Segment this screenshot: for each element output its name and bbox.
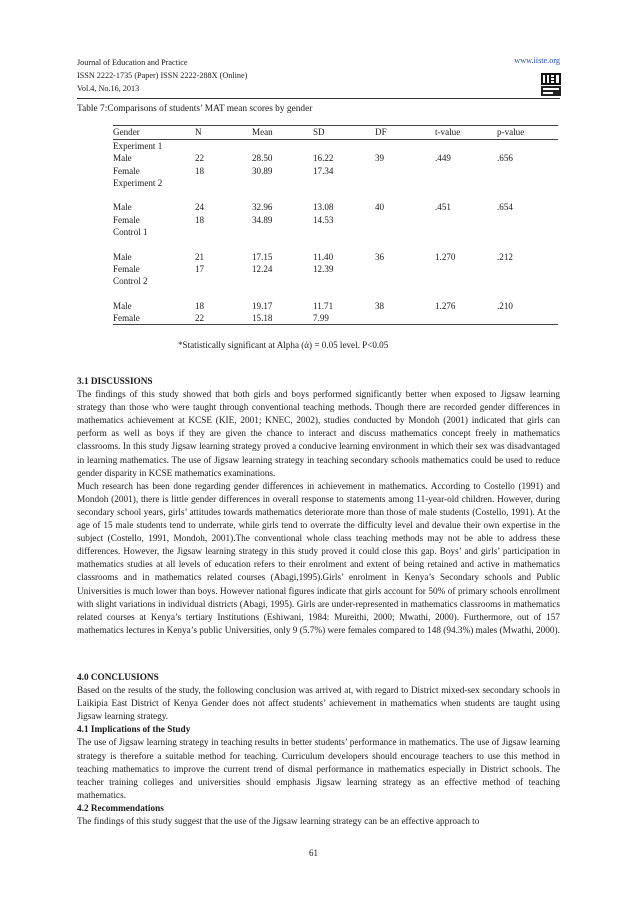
table-row bbox=[113, 214, 558, 226]
table-cell: .654 bbox=[497, 202, 513, 213]
table-cell: 22 bbox=[195, 153, 205, 164]
page-number: 61 bbox=[309, 848, 318, 858]
table-cell bbox=[195, 177, 252, 189]
table-cell: 1.270 bbox=[435, 251, 456, 262]
table-cell: 11.40 bbox=[313, 251, 334, 262]
table-cell: .210 bbox=[497, 300, 513, 311]
table-cell: 22 bbox=[195, 312, 252, 325]
table-cell bbox=[313, 275, 375, 287]
table-cell: 18 bbox=[195, 214, 205, 225]
table-row bbox=[113, 288, 558, 300]
table-cell: 18 bbox=[195, 300, 205, 311]
table-cell: .449 bbox=[435, 153, 451, 164]
subsection-heading: 4.2 Recommendations bbox=[77, 803, 164, 814]
table-cell bbox=[113, 288, 195, 300]
table-cell bbox=[435, 288, 497, 300]
table-cell bbox=[375, 263, 435, 275]
table-cell bbox=[375, 189, 435, 201]
table-cell: 36 bbox=[375, 251, 385, 262]
table-cell: Male bbox=[113, 153, 132, 164]
table-cell: 17 bbox=[195, 263, 205, 274]
table-cell: 34.89 bbox=[252, 214, 273, 225]
table-cell: Control 1 bbox=[113, 227, 148, 238]
table-row bbox=[113, 140, 558, 153]
iiste-logo bbox=[539, 70, 563, 98]
table-cell: 40 bbox=[375, 202, 385, 213]
table-row bbox=[113, 263, 558, 275]
comparison-table bbox=[113, 125, 558, 325]
header-divider bbox=[77, 98, 560, 99]
table-cell bbox=[195, 226, 252, 238]
table-cell bbox=[252, 275, 313, 287]
table-row bbox=[113, 165, 558, 177]
table-note: *Statistically significant at Alpha (ά) = 0.05 level. P<0.05 bbox=[178, 340, 389, 350]
table-cell bbox=[435, 226, 497, 238]
journal-issn: ISSN 2222-1735 (Paper) ISSN 2222-288X (Online) bbox=[77, 71, 248, 80]
table-cell: Experiment 2 bbox=[113, 177, 163, 188]
table-cell bbox=[497, 165, 558, 177]
table-cell bbox=[252, 238, 313, 250]
table-cell bbox=[313, 238, 375, 250]
section-heading: 4.0 CONCLUSIONS bbox=[77, 673, 159, 683]
table-cell bbox=[375, 214, 435, 226]
table-cell: .451 bbox=[435, 202, 451, 213]
table-cell: 1.276 bbox=[435, 300, 456, 311]
table-cell: Experiment 1 bbox=[113, 141, 163, 151]
paragraph: The use of Jigsaw learning strategy in teaching results in better students’ performance in mathematics. The use of Jigsaw learning strategy is therefore a suitable method for teaching. Curriculum developers should encourage teachers to use this method in teaching mathematics to improve the current trend of dismal performance in mathematics especially in District schools. The teacher training colleges and universities should emphasis Jigsaw learning strategy as an effective method of teaching mathematics. bbox=[77, 738, 560, 801]
table-cell: 32.96 bbox=[252, 202, 273, 213]
table-cell: 15.18 bbox=[252, 312, 313, 325]
table-row bbox=[113, 300, 558, 312]
table-cell: .656 bbox=[497, 153, 513, 164]
paragraph: The findings of this study suggest that the use of the Jigsaw learning strategy can be an effective approach to bbox=[77, 817, 480, 828]
journal-header bbox=[77, 56, 247, 95]
table-row bbox=[113, 177, 558, 189]
table-cell bbox=[195, 275, 252, 287]
column-header: Mean bbox=[252, 126, 313, 140]
table-cell: 21 bbox=[195, 251, 205, 262]
table-cell bbox=[497, 189, 558, 201]
table-cell: Male bbox=[113, 300, 132, 311]
table-cell bbox=[497, 226, 558, 238]
table-cell bbox=[497, 214, 558, 226]
table-cell bbox=[497, 312, 558, 325]
table-cell bbox=[252, 288, 313, 300]
table-cell bbox=[195, 189, 252, 201]
table-cell bbox=[375, 226, 435, 238]
table-cell bbox=[375, 312, 435, 325]
table-cell: 17.34 bbox=[313, 165, 334, 176]
table-cell bbox=[375, 288, 435, 300]
table-cell bbox=[497, 275, 558, 287]
column-header: SD bbox=[313, 126, 375, 140]
table-cell bbox=[435, 177, 497, 189]
table-cell: Control 2 bbox=[113, 276, 148, 287]
table-cell: 39 bbox=[375, 153, 385, 164]
table-caption: Table 7:Comparisons of students’ MAT mean scores by gender bbox=[77, 104, 313, 114]
table-cell bbox=[195, 140, 252, 153]
table-cell: 38 bbox=[375, 300, 385, 311]
table-cell bbox=[252, 140, 313, 153]
table-cell: 14.53 bbox=[313, 214, 334, 225]
table-cell: 12.39 bbox=[313, 263, 334, 274]
column-header: N bbox=[195, 126, 252, 140]
paragraph: The findings of this study showed that both girls and boys performed significantly better when exposed to Jigsaw learning strategy than those who were taught through conventional teaching methods. Though there are recorded gender differences in mathematics achievement at KCSE (KIE, 2001; KNEC, 2002), studies conducted by Mondoh (2001) indicated that girls can perform as well as boys if they are given the chance to interact and discuss mathematics concept freely in mathematics classrooms. In this study Jigsaw learning strategy proved a conducive learning environment in which their sex was disadvantaged in learning mathematics. The use of Jigsaw learning strategy in teaching secondary schools mathematics could be used to reduce gender disparity in KCSE mathematics examinations. bbox=[77, 390, 560, 479]
table-cell bbox=[435, 165, 497, 177]
table-row bbox=[113, 201, 558, 213]
table-cell: 18 bbox=[195, 165, 205, 176]
table-cell: .212 bbox=[497, 251, 513, 262]
table-row bbox=[113, 189, 558, 201]
subsection-heading: 4.1 Implications of the Study bbox=[77, 725, 191, 736]
table-cell: 30.89 bbox=[252, 165, 273, 176]
table-cell bbox=[375, 165, 435, 177]
table-cell bbox=[375, 238, 435, 250]
table-row bbox=[113, 152, 558, 164]
section-heading: 3.1 DISCUSSIONS bbox=[77, 377, 153, 387]
table-cell bbox=[435, 275, 497, 287]
table-cell: 28.50 bbox=[252, 153, 273, 164]
table-cell bbox=[113, 238, 195, 250]
table-cell: 24 bbox=[195, 202, 205, 213]
table-row bbox=[113, 251, 558, 263]
column-header: Gender bbox=[113, 126, 195, 140]
table-cell bbox=[497, 177, 558, 189]
table-cell bbox=[313, 189, 375, 201]
paragraph: Much research has been done regarding gender differences in achievement in mathematics. According to Costello (1991) and Mondoh (2001), there is little gender differences in overall response to statements among 11-year-old children. However, during secondary school years, girls’ attitudes towards mathematics deteriorate more than those of male students (Costello, 1991). At the age of 15 male students tend to underrate, while girls tend to overrate the difficulty level and devalue their own expertise in the subject (Costello, 1991, Mondoh, 2001).The conventional whole class teaching methods may not be able to address these differences. However, the Jigsaw learning strategy in this study proved it could close this gap. Boys’ and girls’ participation in mathematics studies at all levels of education refers to their enrolment and extent of being retained and active in mathematics classrooms and in mathematics related courses (Abagi,1995).Girls’ enrolment in Kenya’s Secondary schools and Public Universities is much lower than boys. However national figures indicate that girls account for 50% of primary schools enrollment with slight variations in individual districts (Abagi, 1995). Girls are under-represented in mathematics classrooms in mathematics related courses at Kenya’s tertiary Institutions (Eshiwani, 1984: Mureithi, 2000; Mwathi, 2000). Furthermore, out of 157 mathematics lectures in Kenya’s public Universities, only 9 (5.7%) were females compared to 148 (94.3%) males (Mwathi, 2000). bbox=[77, 481, 560, 636]
conclusion-section bbox=[77, 672, 560, 829]
column-header: t-value bbox=[435, 126, 497, 140]
table-cell bbox=[435, 214, 497, 226]
column-header: DF bbox=[375, 126, 435, 140]
table-header-row bbox=[113, 126, 558, 140]
journal-volume: Vol.4, No.16, 2013 bbox=[77, 84, 140, 93]
table-cell bbox=[313, 140, 375, 153]
table-cell bbox=[497, 288, 558, 300]
table-cell: 12.24 bbox=[252, 263, 273, 274]
table-cell bbox=[435, 312, 497, 325]
table-cell: 16.22 bbox=[313, 153, 334, 164]
website-link[interactable]: www.iiste.org bbox=[514, 56, 560, 65]
table-cell bbox=[435, 263, 497, 275]
table-cell: Female bbox=[113, 214, 140, 225]
table-cell bbox=[375, 275, 435, 287]
table-row bbox=[113, 312, 558, 325]
table-cell bbox=[497, 263, 558, 275]
table-cell: Male bbox=[113, 251, 132, 262]
table-cell bbox=[435, 189, 497, 201]
table-cell: 13.08 bbox=[313, 202, 334, 213]
table-cell: Male bbox=[113, 202, 132, 213]
table-cell bbox=[113, 189, 195, 201]
table-cell bbox=[252, 177, 313, 189]
table-cell bbox=[252, 226, 313, 238]
table-cell bbox=[252, 189, 313, 201]
table-row bbox=[113, 238, 558, 250]
table-cell bbox=[497, 238, 558, 250]
table-row bbox=[113, 226, 558, 238]
discussion-section bbox=[77, 376, 560, 638]
table-cell bbox=[313, 288, 375, 300]
table-cell: Female bbox=[113, 165, 140, 176]
table-cell: 19.17 bbox=[252, 300, 273, 311]
table-cell bbox=[435, 140, 497, 153]
journal-name: Journal of Education and Practice bbox=[77, 58, 188, 67]
column-header: p-value bbox=[497, 126, 558, 140]
table-cell: Female bbox=[113, 312, 195, 325]
table-cell: 11.71 bbox=[313, 300, 334, 311]
table-cell: Female bbox=[113, 263, 140, 274]
table-cell bbox=[195, 288, 252, 300]
paragraph: Based on the results of the study, the following conclusion was arrived at, with regard to District mixed-sex secondary schools in Laikipia East District of Kenya Gender does not affect students’ achievement in mathematics when students are taught using Jigsaw learning strategy. bbox=[77, 686, 560, 723]
table-cell bbox=[435, 238, 497, 250]
table-cell bbox=[375, 177, 435, 189]
table-cell bbox=[313, 226, 375, 238]
table-cell bbox=[195, 238, 252, 250]
table-cell bbox=[375, 140, 435, 153]
table-cell bbox=[313, 177, 375, 189]
table-cell bbox=[497, 140, 558, 153]
table-row bbox=[113, 275, 558, 287]
table-cell: 17.15 bbox=[252, 251, 273, 262]
table-cell: 7.99 bbox=[313, 312, 375, 325]
